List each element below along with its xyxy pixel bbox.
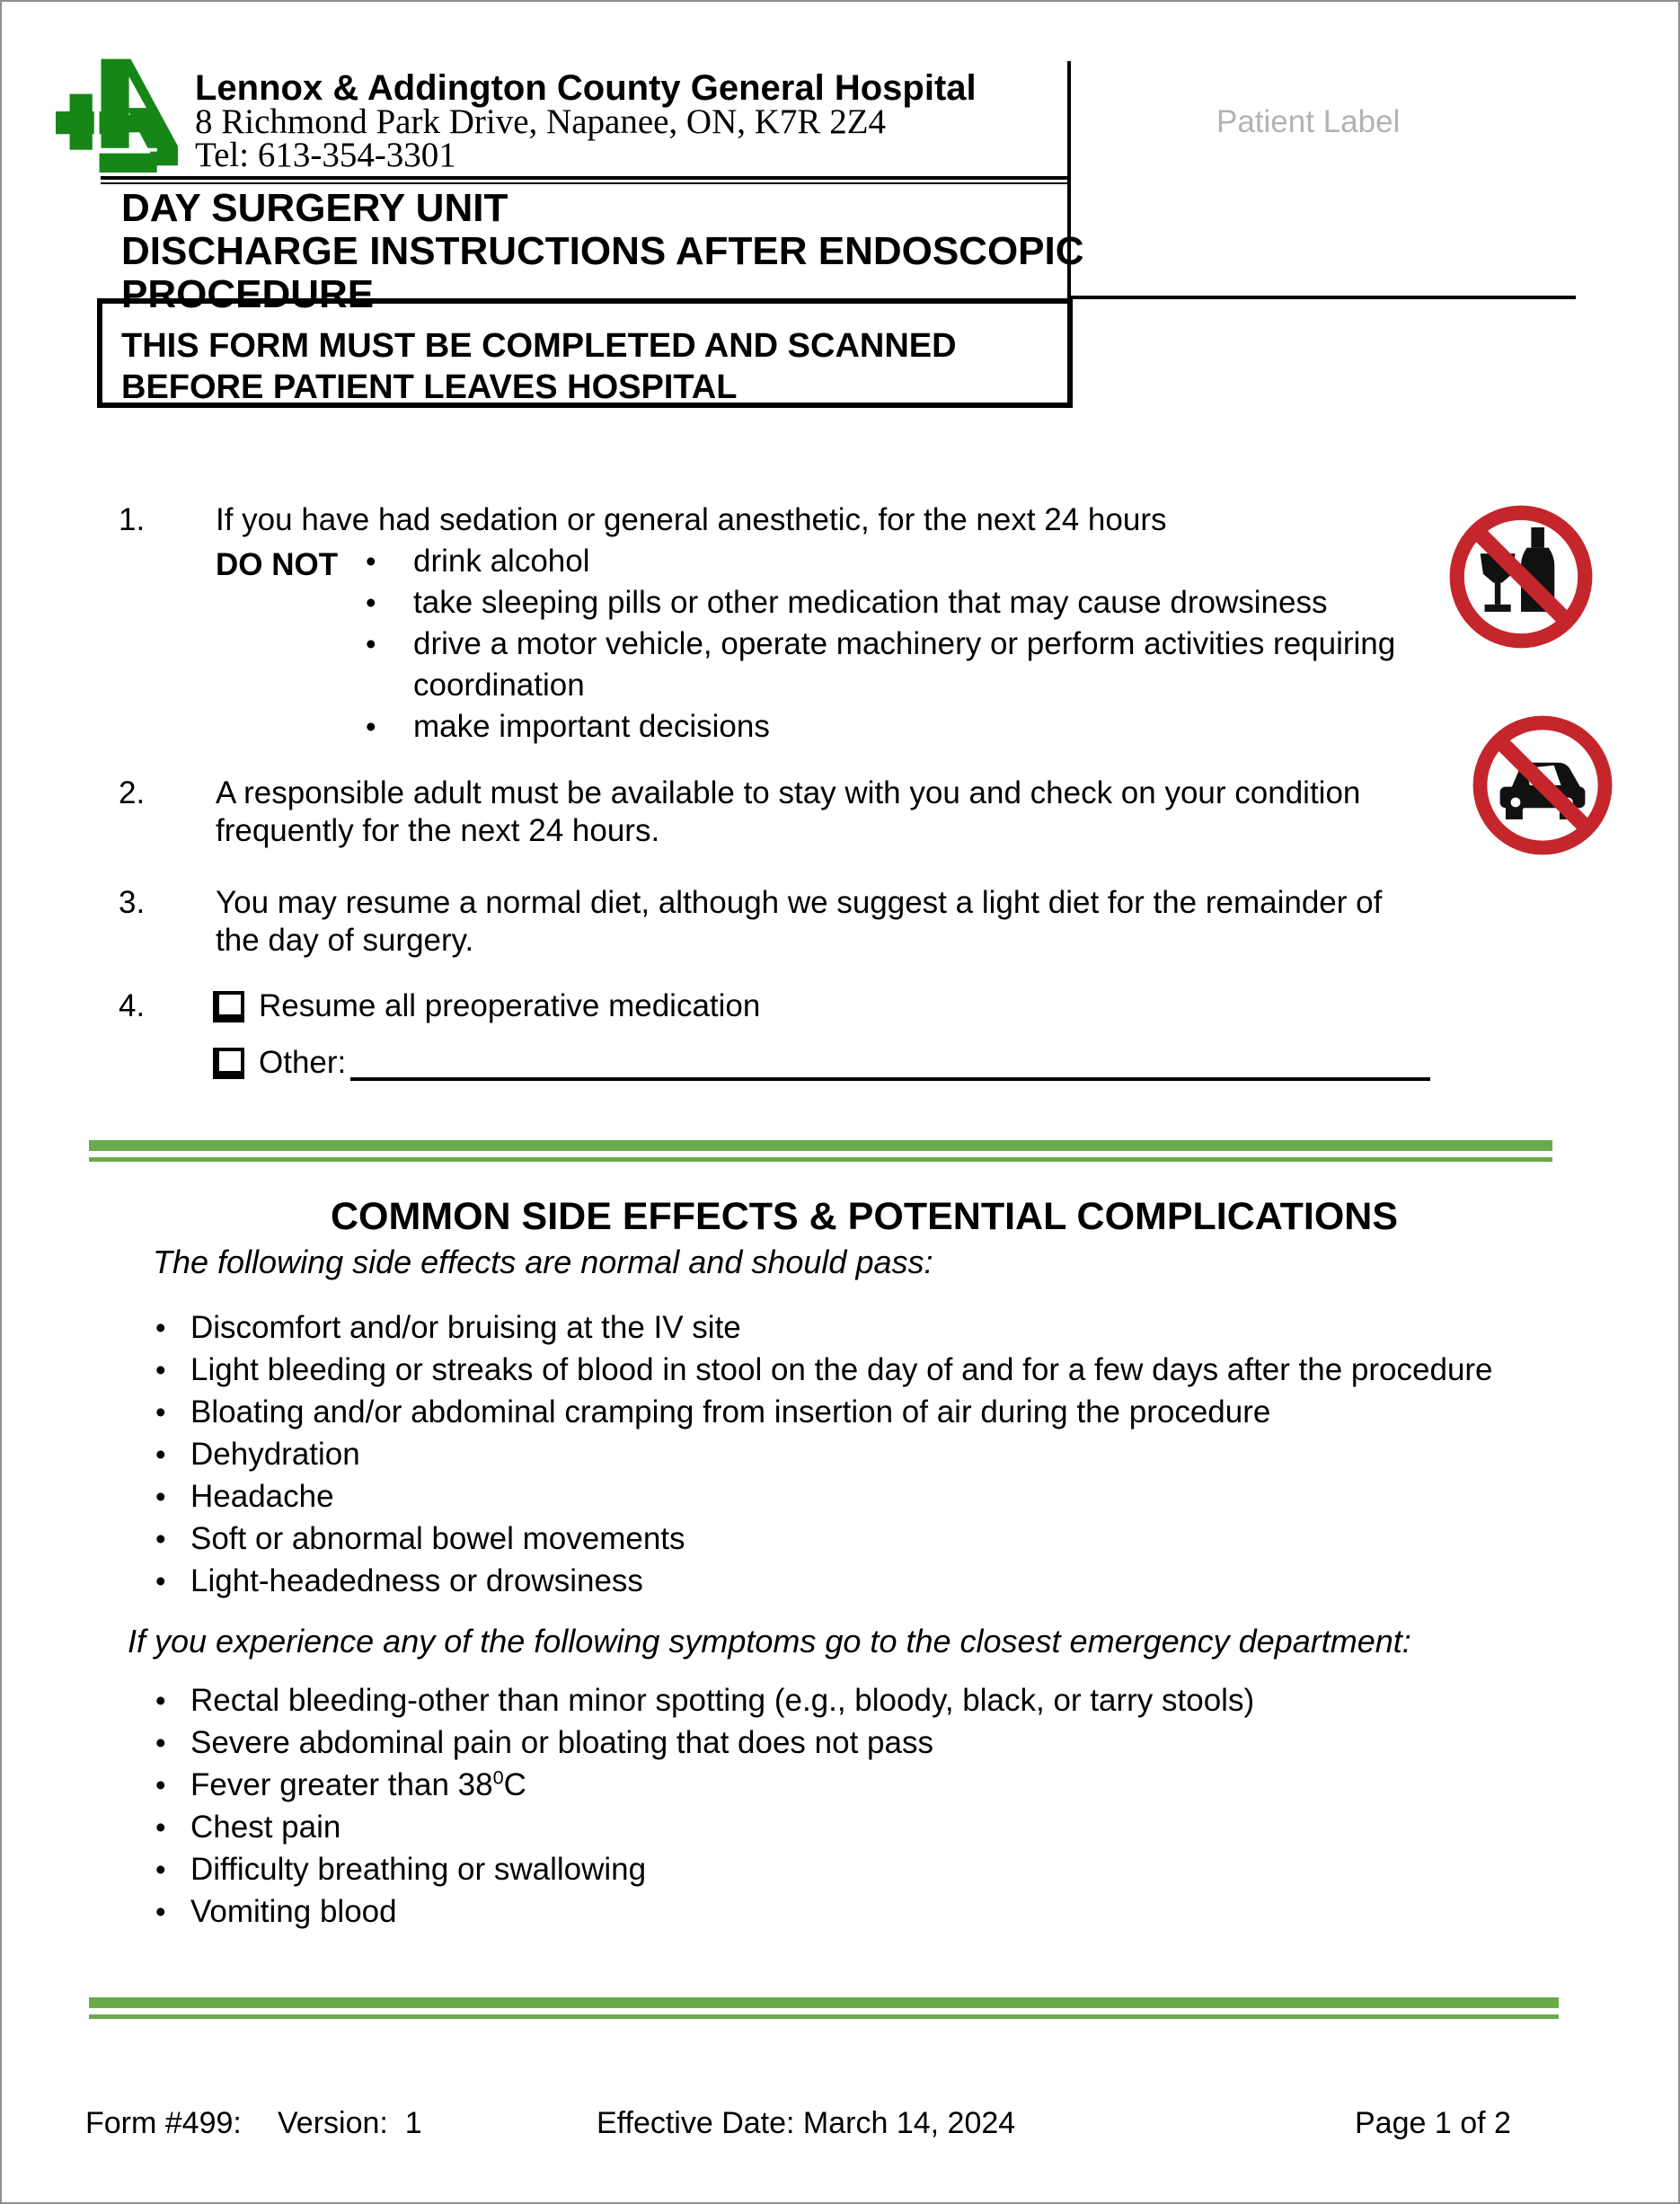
list-item — [150, 1890, 1254, 1933]
bullet-text: make important decisions — [413, 709, 770, 744]
bullet-text: Dehydration — [190, 1437, 360, 1472]
bullet-icon: • — [155, 1810, 166, 1844]
instruction-item-1 — [119, 501, 1166, 539]
header-double-rule — [101, 176, 1071, 184]
hospital-logo-icon — [56, 50, 178, 173]
item-number: 3. — [119, 885, 146, 920]
bullet-text: Bloating and/or abdominal cramping from insertion of air during the procedure — [190, 1394, 1271, 1430]
list-item — [361, 582, 1395, 624]
list-item — [150, 1518, 1493, 1560]
list-item — [150, 1722, 1254, 1764]
list-item — [150, 1475, 1493, 1518]
list-item — [150, 1848, 1254, 1890]
item-number: 2. — [119, 775, 146, 810]
item-number: 1. — [119, 502, 146, 537]
bullet-text: Light bleeding or streaks of blood in stool on the day of and for a few days after the procedure — [190, 1352, 1493, 1387]
bullet-text: Fever greater than $38^0C$ — [190, 1766, 526, 1802]
bullet-icon: • — [366, 627, 376, 660]
bullet-icon: • — [155, 1895, 166, 1928]
do-not-label: DO NOT — [216, 547, 339, 582]
text-line: You may resume a normal diet, although we suggest a light diet for the remainder of — [216, 885, 1383, 920]
bullet-icon: • — [155, 1311, 166, 1344]
bullet-text: take sleeping pills or other medication that may cause drowsiness — [413, 585, 1328, 620]
list-item — [150, 1391, 1493, 1433]
other-row — [213, 1044, 346, 1082]
bullet-icon: • — [155, 1768, 166, 1801]
section-divider-rule-bottom — [89, 1997, 1559, 2019]
item-text — [216, 884, 1382, 960]
no-driving-sign-icon — [1472, 712, 1614, 859]
list-item — [150, 1679, 1254, 1722]
bullet-text: coordination — [413, 668, 585, 703]
footer-form-number: Form #499: — [85, 2106, 242, 2140]
text-line: frequently for the next 24 hours. — [216, 813, 660, 848]
footer-effective-date: Effective Date: March 14, 2024 — [597, 2106, 1016, 2140]
hospital-phone: Tel: 613-354-3301 — [195, 136, 456, 174]
text-line: THIS FORM MUST BE COMPLETED AND SCANNED — [121, 327, 957, 365]
other-label: Other: — [259, 1045, 347, 1080]
footer-version: Version: 1 — [278, 2106, 422, 2140]
do-not-bullet-list — [361, 541, 1395, 748]
bullet-icon: • — [155, 1438, 166, 1471]
normal-side-effects-intro: The following side effects are normal and should pass: — [153, 1244, 933, 1280]
bullet-icon: • — [155, 1726, 166, 1759]
bullet-text: drive a motor vehicle, operate machinery or perform activities requiring — [413, 626, 1396, 661]
emergency-symptoms-intro: If you experience any of the following symptoms go to the closest emergency department: — [128, 1623, 1411, 1660]
text-line: A responsible adult must be available to stay with you and check on your condition — [216, 775, 1361, 810]
scan-notice-box — [97, 298, 1073, 408]
list-item — [361, 541, 1395, 582]
footer-page-number: Page 1 of 2 — [1355, 2106, 1511, 2140]
item-text — [216, 774, 1360, 850]
normal-side-effects-list — [150, 1306, 1493, 1602]
bullet-text: Headache — [190, 1479, 334, 1514]
list-item — [361, 665, 1395, 706]
bullet-icon: • — [155, 1684, 166, 1717]
instruction-item-2 — [119, 774, 1360, 850]
bullet-icon: • — [155, 1522, 166, 1555]
instruction-item-3 — [119, 884, 1382, 960]
section-divider-rule-top — [89, 1140, 1552, 1162]
bullet-icon: • — [155, 1853, 166, 1886]
text-line: BEFORE PATIENT LEAVES HOSPITAL — [121, 368, 738, 406]
bullet-icon: • — [366, 710, 376, 743]
list-item — [150, 1806, 1254, 1848]
item-text: If you have had sedation or general anesthetic, for the next 24 hours — [216, 502, 1167, 537]
no-alcohol-sign-icon — [1448, 501, 1594, 652]
list-item — [150, 1349, 1493, 1391]
patient-label-divider-horizontal — [1067, 296, 1576, 299]
bullet-text: Vomiting blood — [190, 1894, 397, 1929]
bullet-text: Light-headedness or drowsiness — [190, 1563, 643, 1598]
bullet-icon: • — [155, 1395, 166, 1429]
bullet-text: Soft or abnormal bowel movements — [190, 1521, 685, 1556]
other-checkbox[interactable] — [213, 1048, 244, 1079]
list-item — [150, 1433, 1493, 1475]
hospital-name: Lennox & Addington County General Hospital — [195, 68, 977, 108]
side-effects-heading: COMMON SIDE EFFECTS & POTENTIAL COMPLICATIONS — [330, 1195, 1399, 1238]
bullet-icon: • — [366, 544, 376, 578]
list-item — [361, 624, 1395, 665]
text-line: PROCEDURE — [121, 272, 375, 316]
bullet-icon: • — [155, 1353, 166, 1386]
list-item — [361, 706, 1395, 748]
bullet-text: Rectal bleeding-other than minor spotting (e.g., bloody, black, or tarry stools) — [190, 1683, 1255, 1718]
bullet-icon: • — [155, 1564, 166, 1598]
list-item — [150, 1764, 1254, 1806]
resume-medication-row — [213, 987, 760, 1025]
list-item — [150, 1560, 1493, 1602]
bullet-text: drink alcohol — [413, 544, 590, 579]
resume-medication-checkbox[interactable] — [213, 991, 244, 1022]
patient-label-placeholder: Patient Label — [1216, 104, 1401, 139]
instruction-item-4 — [119, 987, 216, 1025]
list-item — [150, 1306, 1493, 1349]
bullet-text: Severe abdominal pain or bloating that does not pass — [190, 1725, 933, 1760]
bullet-text: Chest pain — [190, 1810, 341, 1845]
document-title — [121, 187, 1084, 316]
other-fill-in-line[interactable] — [350, 1077, 1430, 1081]
resume-medication-label: Resume all preoperative medication — [259, 988, 761, 1023]
bullet-icon: • — [366, 586, 376, 619]
text-line: the day of surgery. — [216, 923, 474, 958]
item-number: 4. — [119, 988, 146, 1023]
bullet-text: Discomfort and/or bruising at the IV site — [190, 1310, 741, 1345]
text-line: DAY SURGERY UNIT — [121, 186, 508, 230]
bullet-icon: • — [155, 1480, 166, 1513]
hospital-address: 8 Richmond Park Drive, Napanee, ON, K7R 2Z4 — [195, 102, 887, 141]
bullet-text: Difficulty breathing or swallowing — [190, 1852, 647, 1887]
text-line: DISCHARGE INSTRUCTIONS AFTER ENDOSCOPIC — [121, 229, 1084, 273]
emergency-symptoms-list — [150, 1679, 1254, 1933]
